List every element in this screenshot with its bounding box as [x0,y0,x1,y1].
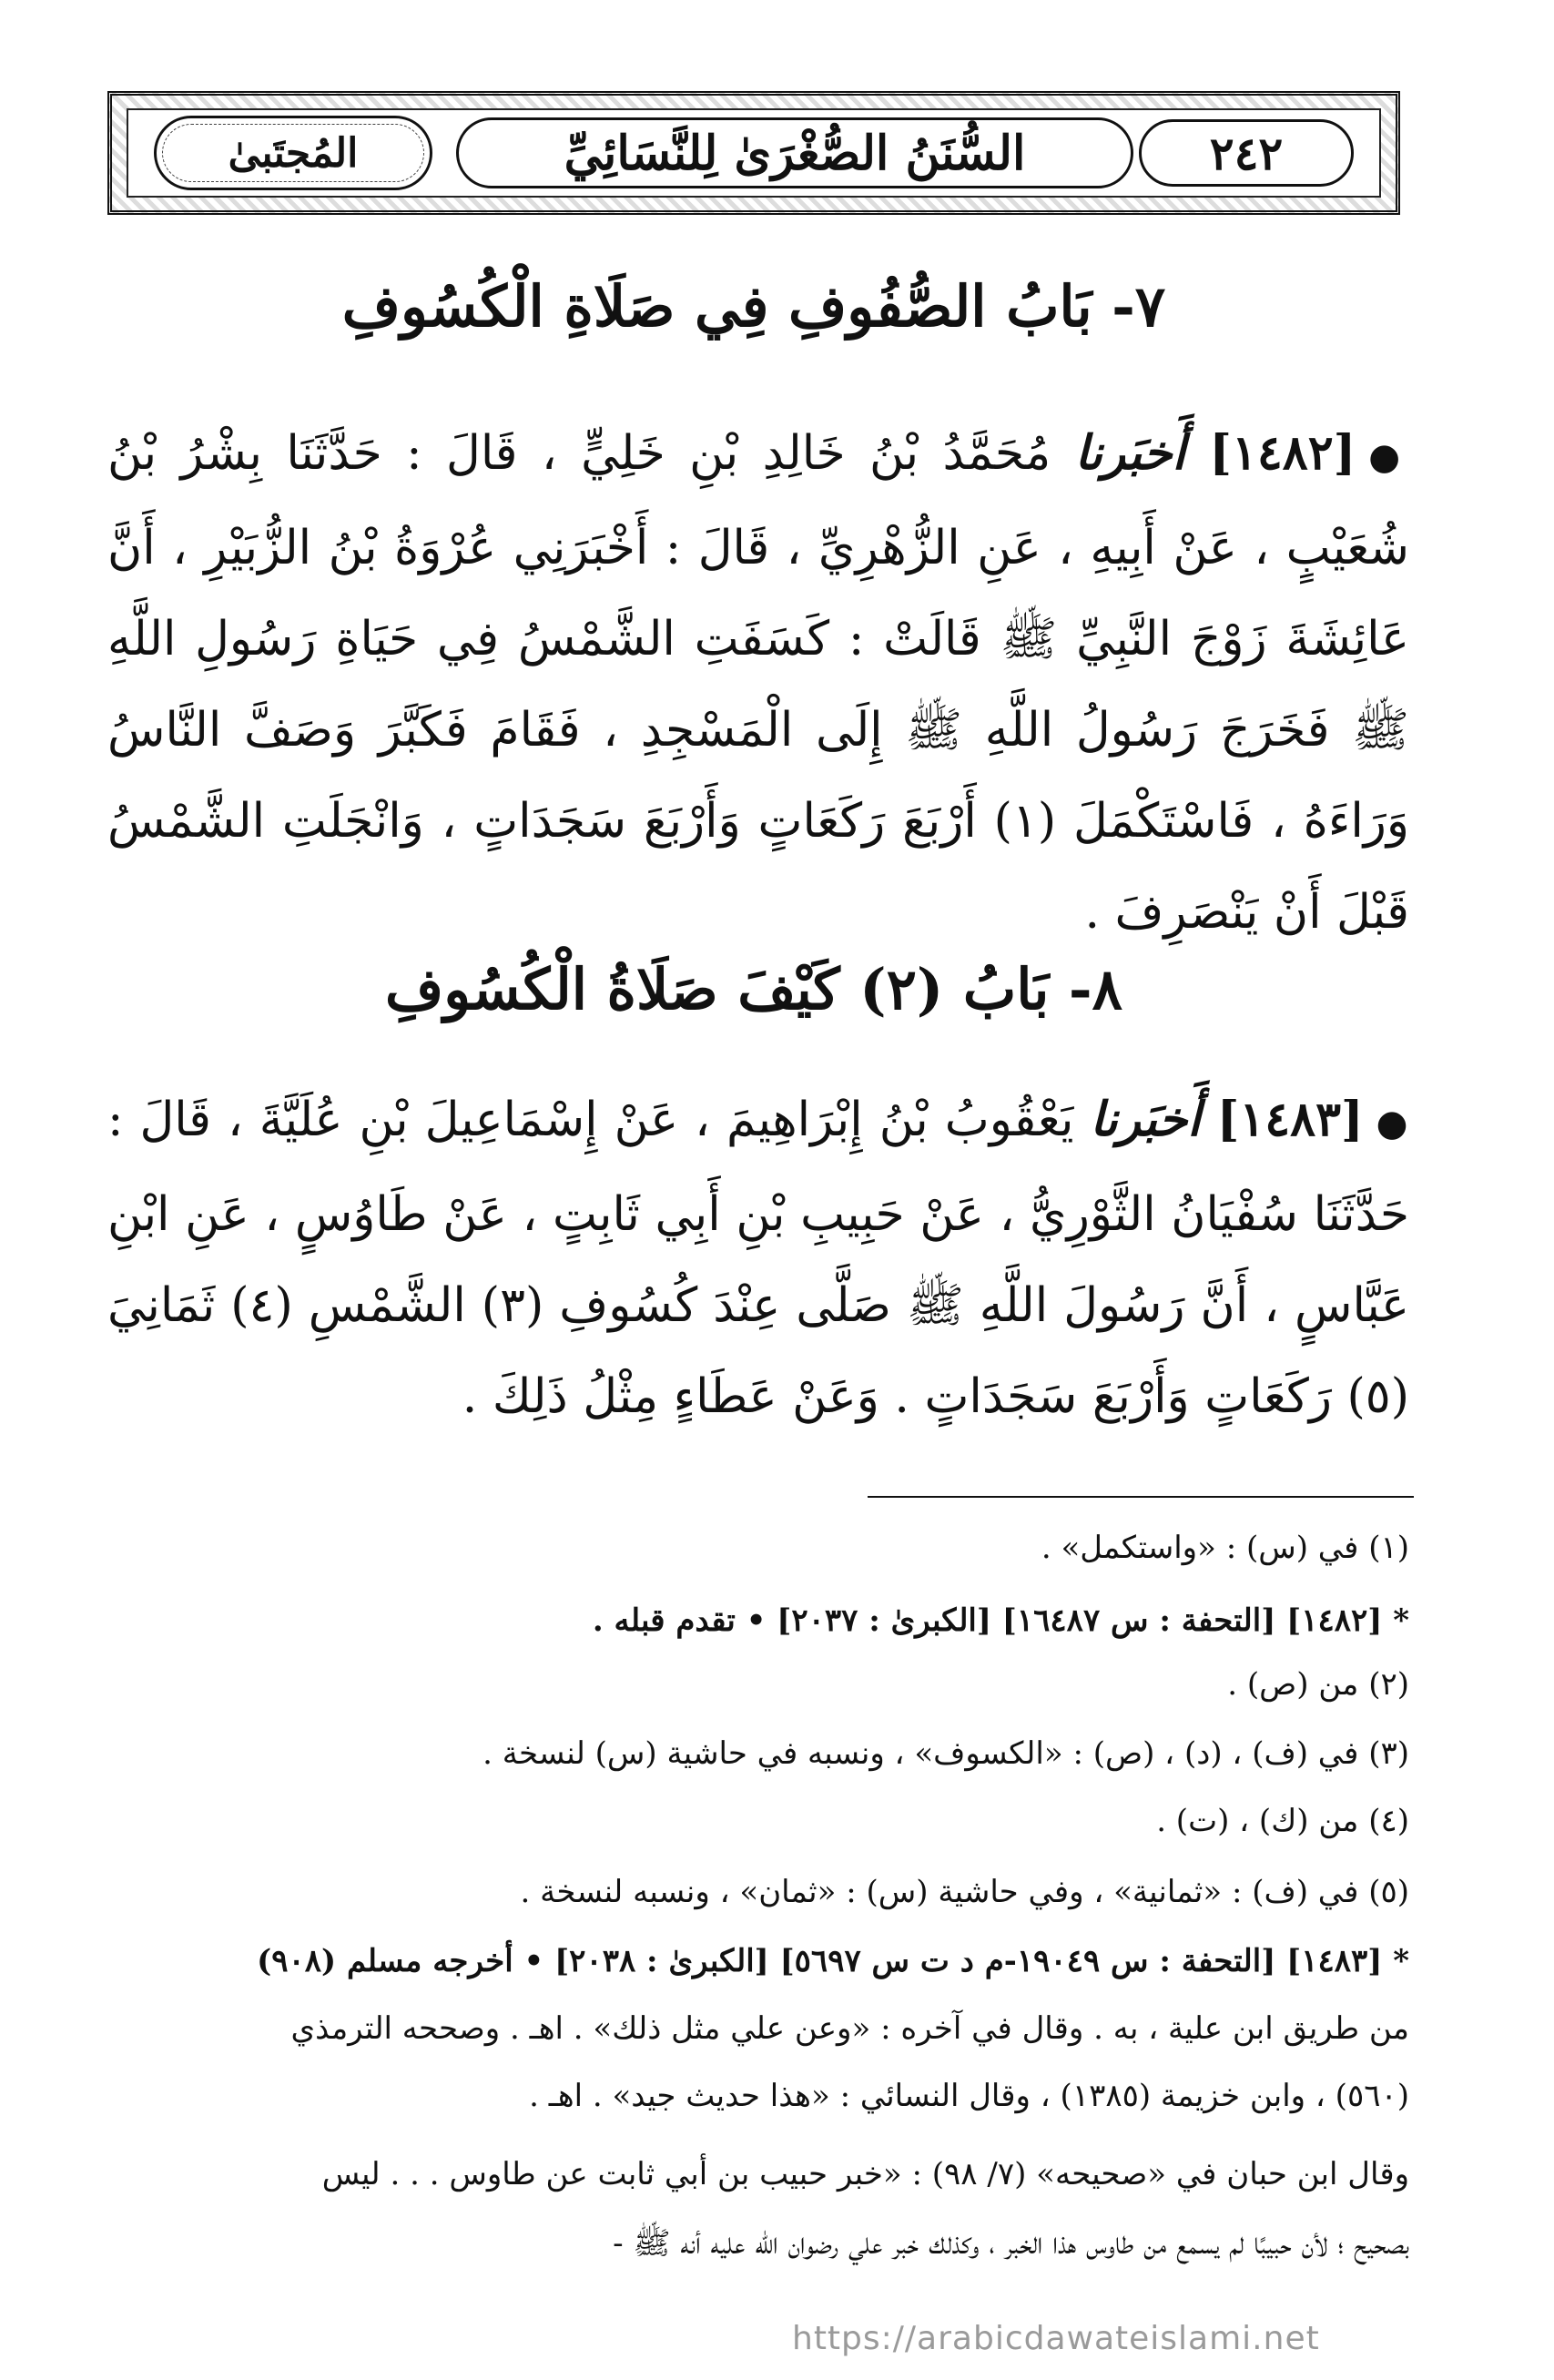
footnote-takhrij-1482: * [١٤٨٢] [التحفة : س ١٦٤٨٧] [الكبرىٰ : ٢٠٣٧] • تقدم قبله . [592,1602,1409,1639]
footnote-2: (٢) من (ص) . [1227,1666,1409,1703]
footnote-3: (٣) في (ف) ، (د) ، (ص) : «الكسوف» ، ونسبه في حاشية (س) لنسخة . [482,1735,1409,1772]
footnote-takhrij-1483: * [١٤٨٣] [التحفة : س ١٩٠٤٩-م د ت س ٥٦٩٧] [الكبرىٰ : ٢٠٣٨] • أخرجه مسلم (٩٠٨) [257,1943,1409,1979]
footnote-4: (٤) من (ك) ، (ت) . [1156,1803,1409,1839]
bullet-icon: ● [1368,436,1410,478]
hadith-text: سَجَدَاتٍ ، وَانْجَلَتِ الشَّمْسُ قَبْلَ أَنْ يَنْصَرِفَ . [107,794,1409,940]
hadith-text: سَجَدَاتٍ . وَعَنْ عَطَاءٍ مِثْلُ ذَلِكَ . [462,1369,1078,1424]
bullet-icon: ● [1376,1103,1409,1144]
hadith-number: [١٤٨٢] [1209,425,1356,481]
chapter-heading-7: ٧- بَابُ الصُّفُوفِ فِي صَلَاةِ الْكُسُوفِ [341,273,1166,340]
book-badge: المُجتَبىٰ [154,116,432,190]
akhbarana-label: أَخبَرنا [1074,425,1185,481]
header-frame [127,108,1381,198]
footnote-takhrij-continued: بصحيح ؛ لأن حبيبًا لم يسمع من طاوس هذا الخبر ، وكذلك خبر علي رضوان الله عليه أنه ﷺ - [613,2225,1409,2262]
footnote-takhrij-continued: من طريق ابن علية ، به . وقال في آخره : «وعن علي مثل ذلك» . اهـ . وصححه الترمذي [290,2010,1409,2047]
page-header [107,91,1400,215]
footnote-separator [868,1496,1414,1498]
hadith-text: أَبِيهِ ، عَنِ الزُّهْرِيِّ ، قَالَ : أَخْبَرَنِي عُرْوَةُ بْنُ الزُّبَيْرِ ، أَنَّ عَائِشَةَ زَوْجَ النَّبِيِّ ﷺ [107,521,1409,666]
hadith-1483 [107,1074,1409,1442]
hadith-text: يَعْقُوبُ بْنُ إِبْرَاهِيمَ ، عَنْ إِسْمَاعِيلَ بْنِ عُلَيَّةَ ، قَالَ : حَدَّثَنَا [107,1093,1410,1242]
hadith-text: الْمَسْجِدِ ، فَقَامَ فَكَبَّرَ وَصَفَّ النَّاسُ وَرَاءَهُ ، فَاسْتَكْمَلَ (١) أَرْبَعَ رَكَعَاتٍ وَأَرْبَعَ [107,703,1409,849]
footnote-takhrij-continued: وقال ابن حبان في «صحيحه» (٧/ ٩٨) : «خبر حبيب بن أبي ثابت عن طاوس . . . ليس [321,2156,1409,2192]
akhbarana-label: أَخبَرنا [1090,1092,1201,1147]
watermark-url: https://arabicdawateislami.net [792,2320,1320,2357]
footnote-1: (١) في (س) : «واستكمل» . [1041,1530,1409,1566]
book-title: السُّنَنُ الصُّغْرَىٰ لِلنَّسَائِيِّ [456,117,1133,188]
chapter-heading-8: ٨- بَابُ (٢) كَيْفَ صَلَاةُ الْكُسُوفِ [385,956,1122,1022]
hadith-text: رَسُولَ اللَّهِ ﷺ صَلَّى عِنْدَ كُسُوفِ (٣) الشَّمْسِ (٤) ثَمَانِيَ (٥) رَكَعَاتٍ وَأَرْبَعَ [107,1278,1409,1424]
page-number: ٢٤٢ [1139,119,1354,187]
footnote-5: (٥) في (ف) : «ثمانية» ، وفي حاشية (س) : «ثمان» ، ونسبه لنسخة . [520,1874,1409,1910]
hadith-text: قَالَتْ : كَسَفَتِ الشَّمْسُ فِي حَيَاةِ رَسُولِ اللَّهِ ﷺ فَخَرَجَ رَسُولُ اللَّهِ ﷺ إِلَى [107,612,1409,758]
hadith-text: مُحَمَّدُ بْنُ خَالِدِ بْنِ خَلِيٍّ ، قَالَ : حَدَّثَنَا بِشْرُ بْنُ شُعَيْبٍ ، عَنْ [107,426,1409,575]
hadith-1482 [107,408,1409,958]
hadith-text: سُفْيَانُ الثَّوْرِيُّ ، عَنْ حَبِيبِ بْنِ أَبِي ثَابِتٍ ، عَنْ طَاوُسٍ ، عَنِ ابْنِ عَبَّاسٍ ، أَنَّ [107,1187,1410,1333]
footnote-takhrij-continued: (٥٦٠) ، وابن خزيمة (١٣٨٥) ، وقال النسائي : «هذا حديث جيد» . اهـ . [529,2078,1409,2114]
hadith-number: [١٤٨٣] [1216,1092,1364,1147]
